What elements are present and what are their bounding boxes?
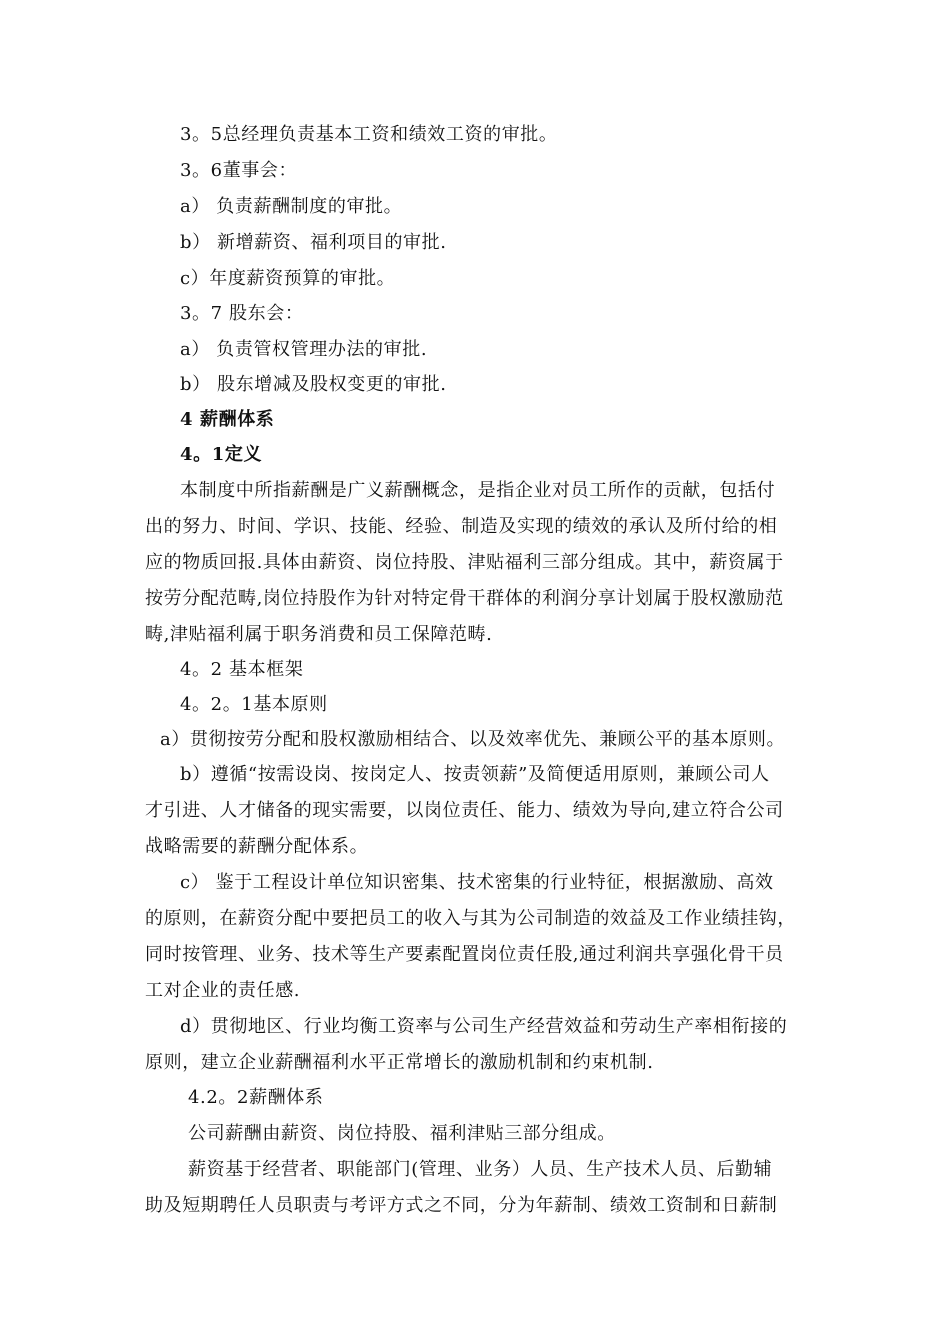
definition-line: 按劳分配范畴,岗位持股作为针对特定骨干群体的利润分享计划属于股权激励范: [145, 588, 784, 609]
principle-b-line: 才引进、人才储备的现实需要，以岗位责任、能力、绩效为导向,建立符合公司: [145, 800, 784, 821]
section-4-2-1-title: 4。2。1基本原则: [180, 694, 328, 715]
principle-c-line: c） 鉴于工程设计单位知识密集、技术密集的行业特征，根据激励、高效: [180, 872, 774, 893]
item-3-5: 3。5总经理负责基本工资和绩效工资的审批。: [180, 124, 558, 145]
principle-b-line: 战略需要的薪酬分配体系。: [145, 836, 369, 857]
item-3-7-b: b） 股东增减及股权变更的审批.: [180, 374, 447, 395]
principle-c-line: 的原则，在薪资分配中要把员工的收入与其为公司制造的效益及工作业绩挂钩，: [145, 908, 796, 929]
item-3-7: 3。7 股东会：: [180, 303, 304, 324]
system-line: 公司薪酬由薪资、岗位持股、福利津贴三部分组成。: [188, 1123, 616, 1144]
salary-line: 薪资基于经营者、职能部门(管理、业务）人员、生产技术人员、后勤辅: [188, 1159, 773, 1180]
definition-line: 出的努力、时间、学识、技能、经验、制造及实现的绩效的承认及所付给的相: [145, 516, 778, 537]
definition-line: 畴,津贴福利属于职务消费和员工保障范畴.: [145, 624, 493, 645]
salary-line: 助及短期聘任人员职责与考评方式之不同，分为年薪制、绩效工资制和日薪制: [145, 1195, 778, 1216]
principle-c-line: 工对企业的责任感.: [145, 980, 301, 1001]
principle-d-line: 原则，建立企业薪酬福利水平正常增长的激励机制和约束机制.: [145, 1052, 654, 1073]
section-4-title: 4 薪酬体系: [180, 409, 275, 430]
principle-c-line: 同时按管理、业务、技术等生产要素配置岗位责任股,通过利润共享强化骨干员: [145, 944, 784, 965]
item-3-6-b: b） 新增薪资、福利项目的审批.: [180, 232, 447, 253]
section-4-2-2-title: 4.2。2薪酬体系: [188, 1087, 324, 1108]
principle-b-line: b）遵循“按需设岗、按岗定人、按责领薪”及简便适用原则，兼顾公司人: [180, 764, 770, 785]
principle-d-line: d）贯彻地区、行业均衡工资率与公司生产经营效益和劳动生产率相衔接的: [180, 1016, 788, 1037]
definition-line: 应的物质回报.具体由薪资、岗位持股、津贴福利三部分组成。其中，薪资属于: [145, 552, 784, 573]
item-3-6: 3。6董事会：: [180, 160, 298, 181]
definition-line: 本制度中所指薪酬是广义薪酬概念，是指企业对员工所作的贡献，包括付: [180, 480, 776, 501]
section-4-2-title: 4。2 基本框架: [180, 659, 304, 680]
item-3-7-a: a） 负责管权管理办法的审批.: [180, 339, 428, 360]
section-4-1-title: 4。1定义: [180, 444, 263, 465]
principle-a: a）贯彻按劳分配和股权激励相结合、以及效率优先、兼顾公平的基本原则。: [160, 729, 786, 750]
item-3-6-c: c）年度薪资预算的审批。: [180, 268, 396, 289]
item-3-6-a: a） 负责薪酬制度的审批。: [180, 196, 403, 217]
